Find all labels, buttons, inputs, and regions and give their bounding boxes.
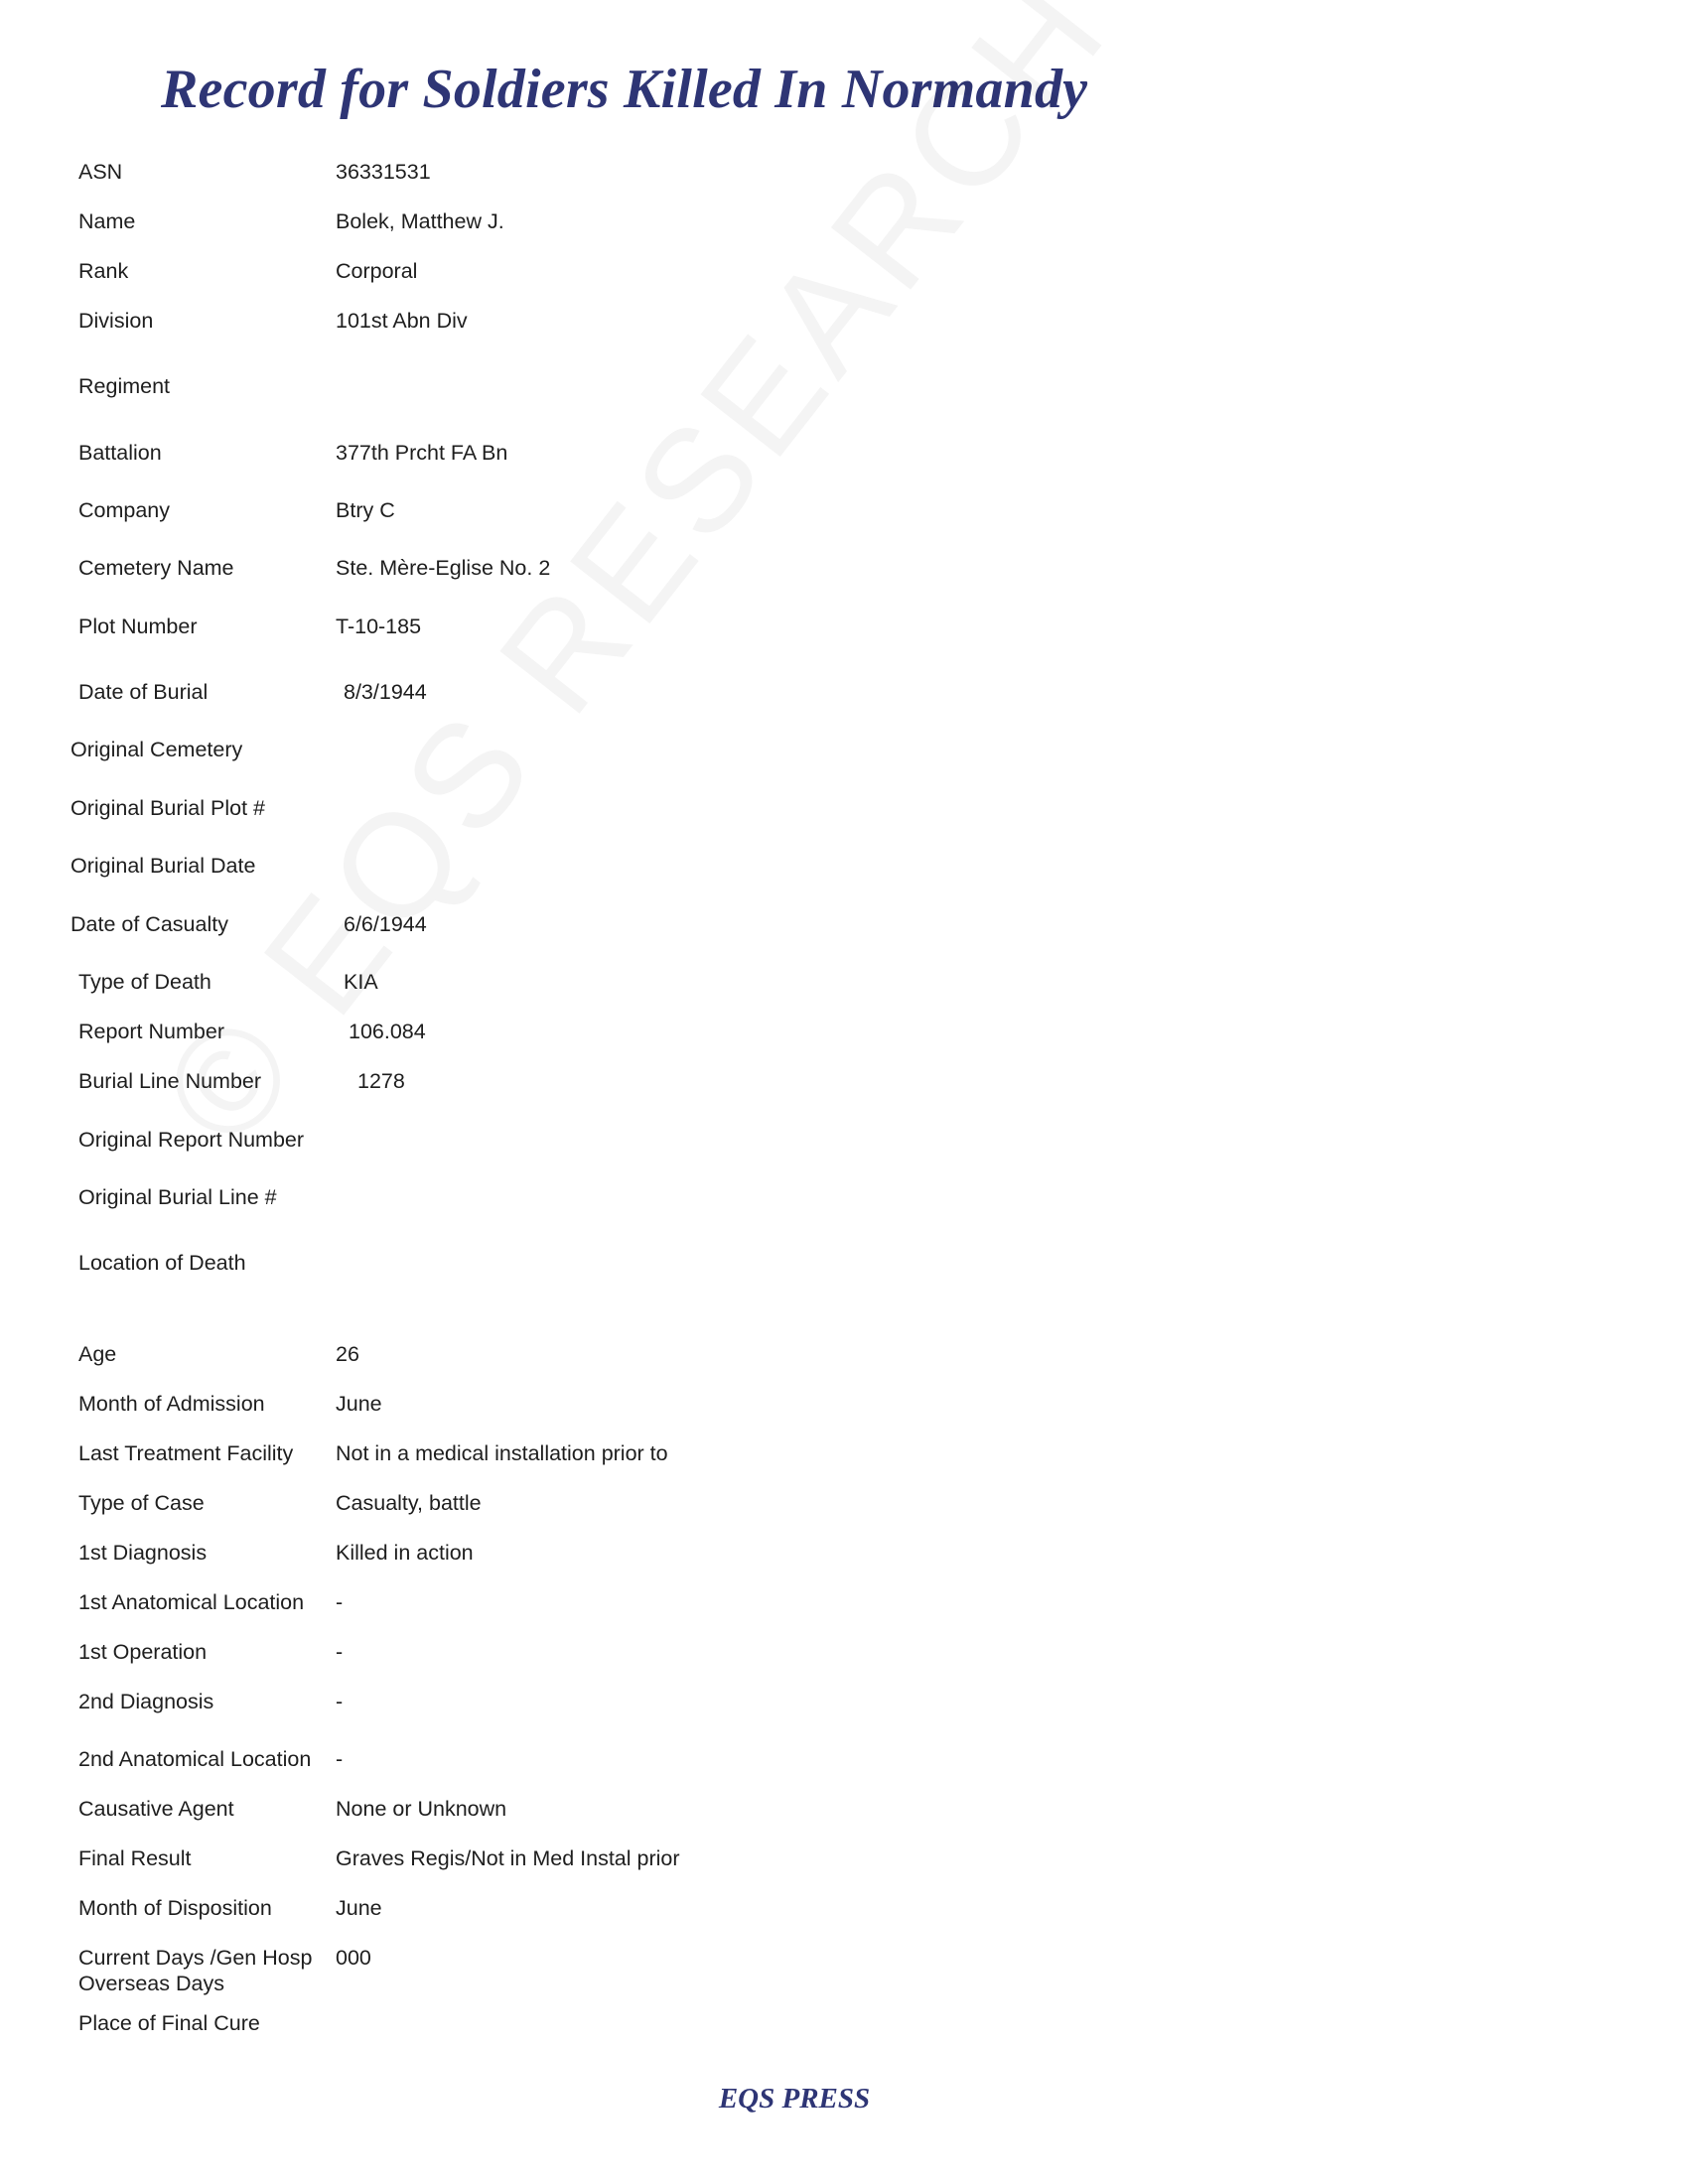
- plot-number-value: T-10-185: [336, 614, 422, 638]
- burial-line-number-value: 1278: [357, 1069, 405, 1093]
- report-number-label: Report Number: [78, 1020, 224, 1043]
- original-cemetery-label: Original Cemetery: [70, 738, 243, 761]
- month-of-disposition-label: Month of Disposition: [78, 1896, 272, 1920]
- name-label: Name: [78, 209, 136, 233]
- second-diagnosis-value: -: [336, 1690, 344, 1713]
- cemetery-name-value: Ste. Mère-Eglise No. 2: [336, 556, 551, 580]
- asn-value: 36331531: [336, 160, 431, 184]
- battalion-value: 377th Prcht FA Bn: [336, 441, 508, 465]
- current-days-gen-hosp-value: 000: [336, 1946, 371, 1970]
- location-of-death-label: Location of Death: [78, 1251, 246, 1275]
- cemetery-name-label: Cemetery Name: [78, 556, 234, 580]
- place-of-final-cure-label: Place of Final Cure: [78, 2011, 260, 2035]
- regiment-label: Regiment: [78, 374, 171, 398]
- final-result-value: Graves Regis/Not in Med Instal prior: [336, 1846, 680, 1870]
- type-of-case-value: Casualty, battle: [336, 1491, 482, 1515]
- company-label: Company: [78, 498, 171, 522]
- second-anatomical-location-label: 2nd Anatomical Location: [78, 1747, 312, 1771]
- causative-agent-value: None or Unknown: [336, 1797, 507, 1821]
- division-label: Division: [78, 309, 154, 333]
- original-burial-line-label: Original Burial Line #: [78, 1185, 277, 1209]
- second-diagnosis-label: 2nd Diagnosis: [78, 1690, 214, 1713]
- date-of-burial-label: Date of Burial: [78, 680, 209, 704]
- type-of-death-label: Type of Death: [78, 970, 211, 994]
- document-title: Record for Soldiers Killed In Normandy: [161, 59, 1088, 120]
- division-value: 101st Abn Div: [336, 309, 468, 333]
- type-of-death-value: KIA: [344, 970, 378, 994]
- causative-agent-label: Causative Agent: [78, 1797, 234, 1821]
- age-label: Age: [78, 1342, 117, 1366]
- original-report-number-label: Original Report Number: [78, 1128, 305, 1152]
- name-value: Bolek, Matthew J.: [336, 209, 504, 233]
- asn-label: ASN: [78, 160, 123, 184]
- original-burial-date-label: Original Burial Date: [70, 854, 256, 878]
- company-value: Btry C: [336, 498, 395, 522]
- first-diagnosis-label: 1st Diagnosis: [78, 1541, 208, 1565]
- watermark: [129, 0, 1240, 1176]
- first-operation-label: 1st Operation: [78, 1640, 208, 1664]
- plot-number-label: Plot Number: [78, 614, 198, 638]
- current-days-gen-hosp-label: Current Days /Gen Hosp: [78, 1946, 313, 1970]
- age-value: 26: [336, 1342, 359, 1366]
- battalion-label: Battalion: [78, 441, 162, 465]
- rank-value: Corporal: [336, 259, 418, 283]
- footer-publisher: EQS PRESS: [718, 2083, 871, 2115]
- first-diagnosis-value: Killed in action: [336, 1541, 474, 1565]
- first-anatomical-location-label: 1st Anatomical Location: [78, 1590, 305, 1614]
- last-treatment-facility-label: Last Treatment Facility: [78, 1441, 294, 1465]
- second-anatomical-location-value: -: [336, 1747, 344, 1771]
- rank-label: Rank: [78, 259, 129, 283]
- last-treatment-facility-value: Not in a medical installation prior to: [336, 1441, 668, 1465]
- month-of-disposition-value: June: [336, 1896, 382, 1920]
- first-operation-value: -: [336, 1640, 344, 1664]
- report-number-value: 106.084: [349, 1020, 426, 1043]
- overseas-days-label: Overseas Days: [78, 1972, 224, 1995]
- month-of-admission-value: June: [336, 1392, 382, 1416]
- burial-line-number-label: Burial Line Number: [78, 1069, 262, 1093]
- first-anatomical-location-value: -: [336, 1590, 344, 1614]
- date-of-burial-value: 8/3/1944: [344, 680, 427, 704]
- date-of-casualty-value: 6/6/1944: [344, 912, 427, 936]
- final-result-label: Final Result: [78, 1846, 192, 1870]
- type-of-case-label: Type of Case: [78, 1491, 205, 1515]
- original-burial-plot-label: Original Burial Plot #: [70, 796, 265, 820]
- month-of-admission-label: Month of Admission: [78, 1392, 265, 1416]
- date-of-casualty-label: Date of Casualty: [70, 912, 228, 936]
